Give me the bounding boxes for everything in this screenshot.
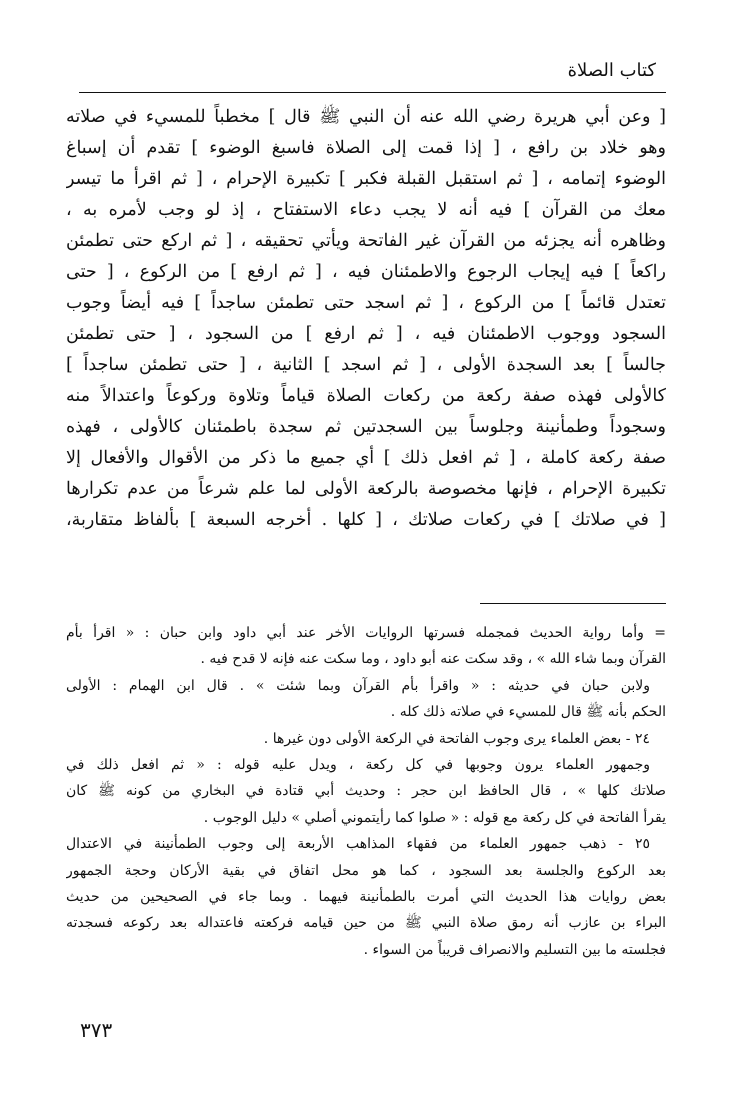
header-rule (79, 92, 666, 93)
main-text-line: تعتدل قائماً ] من الركوع ، [ ثم اسجد حتى تطمئن ساجداً ] فيه أيضاً وجوب (66, 293, 666, 313)
footnote-line: ولابن حبان في حديثه : « واقرأ بأم القرآن وبما شئت » . قال ابن الهمام : الأولى (66, 677, 650, 694)
footnote-line: بعض روايات هذا الحديث التي أمرت بالطمأنينة فيهما . وبما جاء في الصحيحين من حديث (66, 888, 666, 905)
footnotes-block (66, 620, 666, 963)
page-number: ٣٧٣ (80, 1018, 113, 1042)
footnote-line: فجلسته ما بين التسليم والانصراف قريباً من السواء . (363, 941, 666, 958)
footnote-line: ٢٥ - ذهب جمهور العلماء من فقهاء المذاهب الأربعة إلى وجوب الطمأنينة في الاعتدال (66, 836, 650, 853)
footnote-line: الحكم بأنه ﷺ قال للمسيء في صلاته ذلك كله . (390, 704, 666, 721)
footnote-line: = وأما رواية الحديث فمجمله فسرتها الروايات الأخر عند أبي داود وابن حبان : « اقرأ بأم (66, 625, 666, 641)
main-text-line: وسجوداً وطمأنينة وجلوساً بين السجدتين ثم سجدة باطمئنان كالأولى ، فهذه (66, 417, 666, 437)
footnote-line: يقرأ الفاتحة في كل ركعة مع قوله : « صلوا كما رأيتموني أصلي » دليل الوجوب . (203, 809, 666, 826)
main-text-line: وهو خلاد بن رافع ، [ إذا قمت إلى الصلاة فاسبغ الوضوء ] تقدم أن إسباغ (66, 138, 666, 158)
main-text-line: راكعاً ] فيه إيجاب الرجوع والاطمئنان فيه ، [ ثم ارفع ] من الركوع ، [ حتى (66, 262, 666, 282)
main-text-block (66, 102, 666, 536)
main-text-line: صفة ركعة كاملة ، [ ثم افعل ذلك ] أي جميع ما ذكر من الأقوال والأفعال إلا (66, 448, 666, 468)
footnote-line: البراء بن عازب أنه رمق صلاة النبي ﷺ من حين قيامه فركعته فاعتداله بعد ركوعه فسجدته (66, 915, 666, 932)
main-text-line: معك من القرآن ] فيه أنه لا يجب دعاء الاستفتاح ، إذ لو وجب لأمره به ، (66, 200, 666, 220)
main-text-line: تكبيرة الإحرام ، فإنها مخصوصة بالركعة الأولى لما علم شرعاً من عدم تكرارها (66, 479, 666, 499)
footnote-rule (480, 603, 666, 604)
main-text-line: [ وعن أبي هريرة رضي الله عنه أن النبي ﷺ قال ] مخطباً للمسيء في صلاته (66, 107, 666, 127)
running-title: كتاب الصلاة (567, 60, 656, 81)
main-text-line: [ في صلاتك ] في ركعات صلاتك ، [ كلها . أخرجه السبعة ] بألفاظ متقاربة، (66, 510, 666, 530)
footnote-line: ٢٤ - بعض العلماء يرى وجوب الفاتحة في الركعة الأولى دون غيرها . (263, 730, 650, 747)
footnote-line: بعد الركوع والجلسة بعد السجود ، كما هو محل اتفاق في بقية الأركان وحجة الجمهور (66, 862, 666, 879)
main-text-line: الوضوء إتمامه ، [ ثم استقبل القبلة فكبر ] تكبيرة الإحرام ، [ ثم اقرأ ما تيسر (66, 169, 666, 189)
footnote-line: صلاتك كلها » ، قال الحافظ ابن حجر : وحديث أبي قتادة في البخاري من كونه ﷺ كان (66, 783, 666, 800)
footnote-line: وجمهور العلماء يرون وجوبها في كل ركعة ، ويدل عليه قوله : « ثم افعل ذلك في (66, 756, 650, 773)
main-text-line: السجود ووجوب الاطمئنان فيه ، [ ثم ارفع ] من السجود ، [ حتى تطمئن (66, 324, 666, 344)
main-text-line: جالساً ] بعد السجدة الأولى ، [ ثم اسجد ] الثانية ، [ حتى تطمئن ساجداً ] (66, 355, 666, 375)
main-text-line: كالأولى فهذه صفة ركعة من ركعات الصلاة قياماً وتلاوة وركوعاً واعتدالاً منه (66, 386, 666, 406)
main-text-line: وظاهره أنه يجزئه من القرآن غير الفاتحة ويأتي تحقيقه ، [ ثم اركع حتى تطمئن (66, 231, 666, 251)
footnote-line: القرآن وبما شاء الله » ، وقد سكت عنه أبو داود ، وما سكت عنه فإنه لا قدح فيه . (200, 651, 666, 668)
